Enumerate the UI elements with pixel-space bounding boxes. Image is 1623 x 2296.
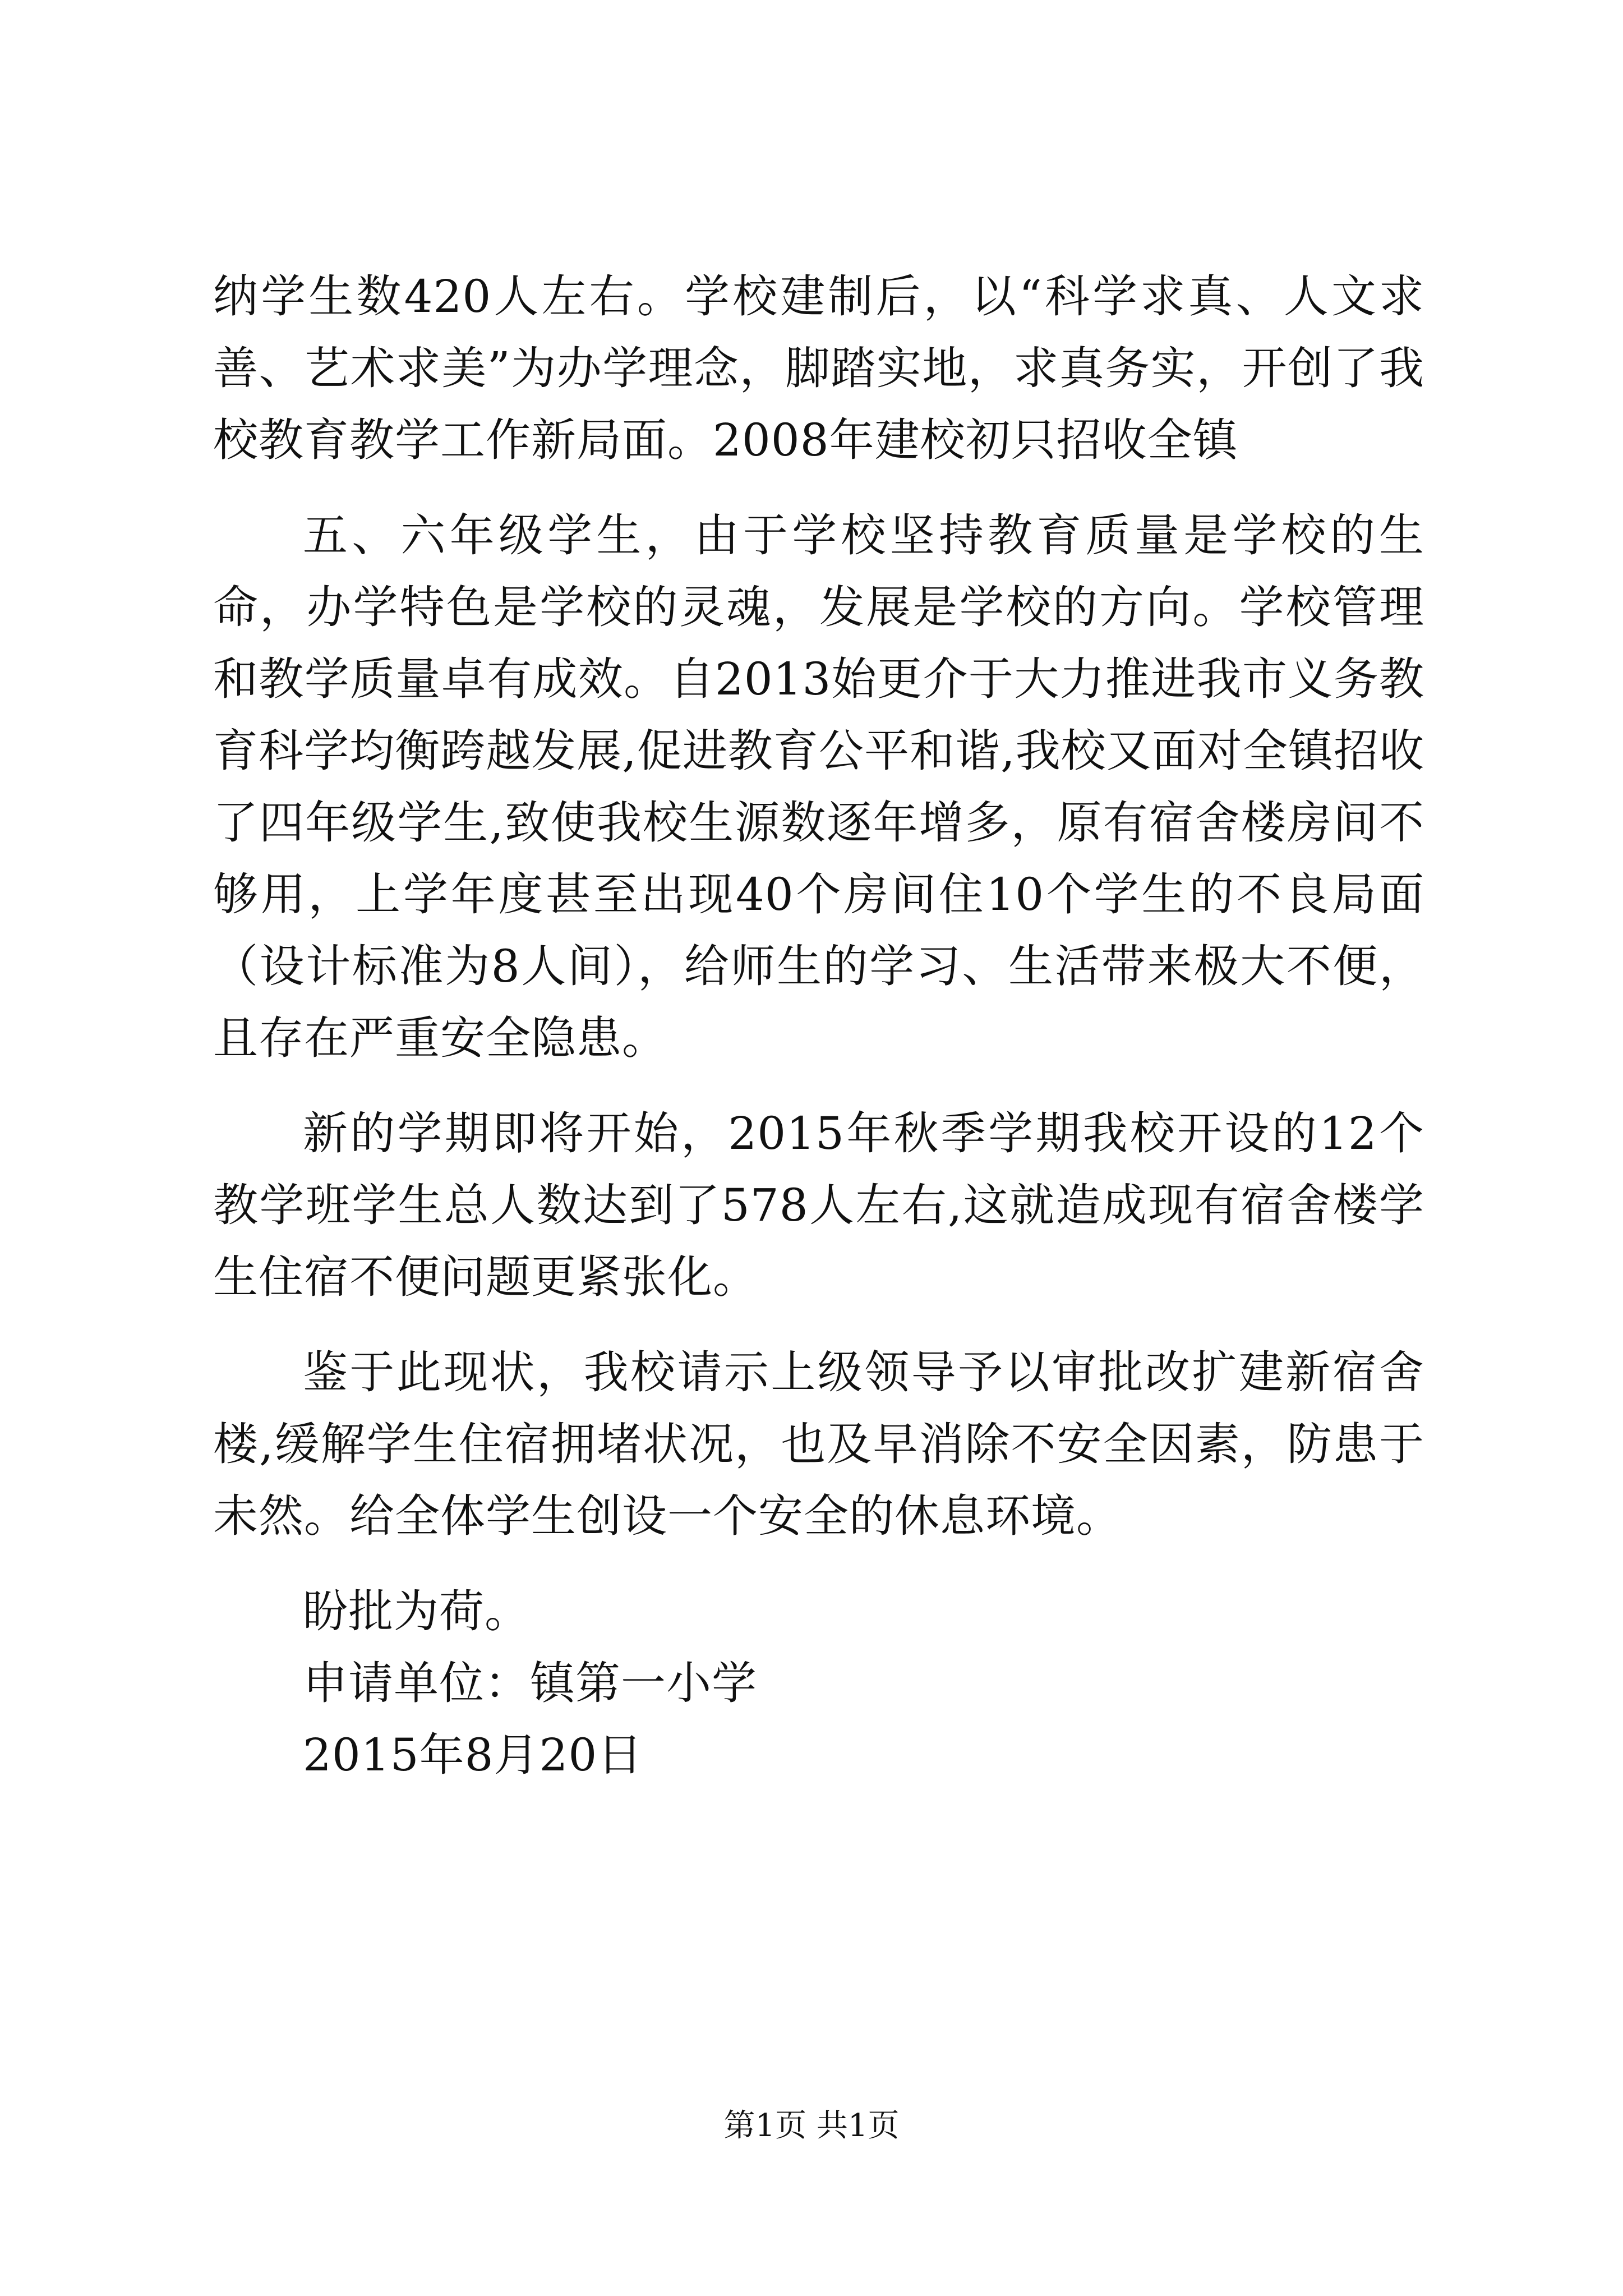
paragraph-request: 鉴于此现状，我校请示上级领导予以审批改扩建新宿舍楼,缓解学生住宿拥堵状况，也及早消除不安全因素，防患于未然。给全体学生创设一个安全的休息环境。 (213, 1346, 1424, 1542)
document-body (213, 261, 1424, 1791)
closing-request: 盼批为荷。 (303, 1585, 530, 1637)
page-footer (0, 2106, 1623, 2146)
paragraph-enrollment-growth: 五、六年级学生，由于学校坚持教育质量是学校的生命，办学特色是学校的灵魂，发展是学校的方向。学校管理和教学质量卓有成效。自2013始更介于大力推进我市义务教育科学均衡跨越发展,促进教育公平和谐,我校又面对全镇招收了四年级学生,致使我校生源数逐年增多，原有宿舍楼房间不够用，上学年度甚至出现40个房间住10个学生的不良局面（设计标准为8人间），给师生的学习、生活带来极大不便，且存在严重安全隐患。 (213, 509, 1424, 1064)
page-number: 第1页 共1页 (723, 2108, 900, 2144)
paragraph-continued: 纳学生数420人左右。学校建制后，以“科学求真、人文求善、艺术求美”为办学理念，脚踏实地，求真务实，开创了我校教育教学工作新局面。2008年建校初只招收全镇 (213, 270, 1424, 466)
applicant-unit: 申请单位：镇第一小学 (303, 1657, 757, 1709)
document-date: 2015年8月20日 (303, 1729, 643, 1781)
paragraph-new-semester: 新的学期即将开始，2015年秋季学期我校开设的12个教学班学生总人数达到了578人左右,这就造成现有宿舍楼学生住宿不便问题更紧张化。 (213, 1107, 1424, 1303)
